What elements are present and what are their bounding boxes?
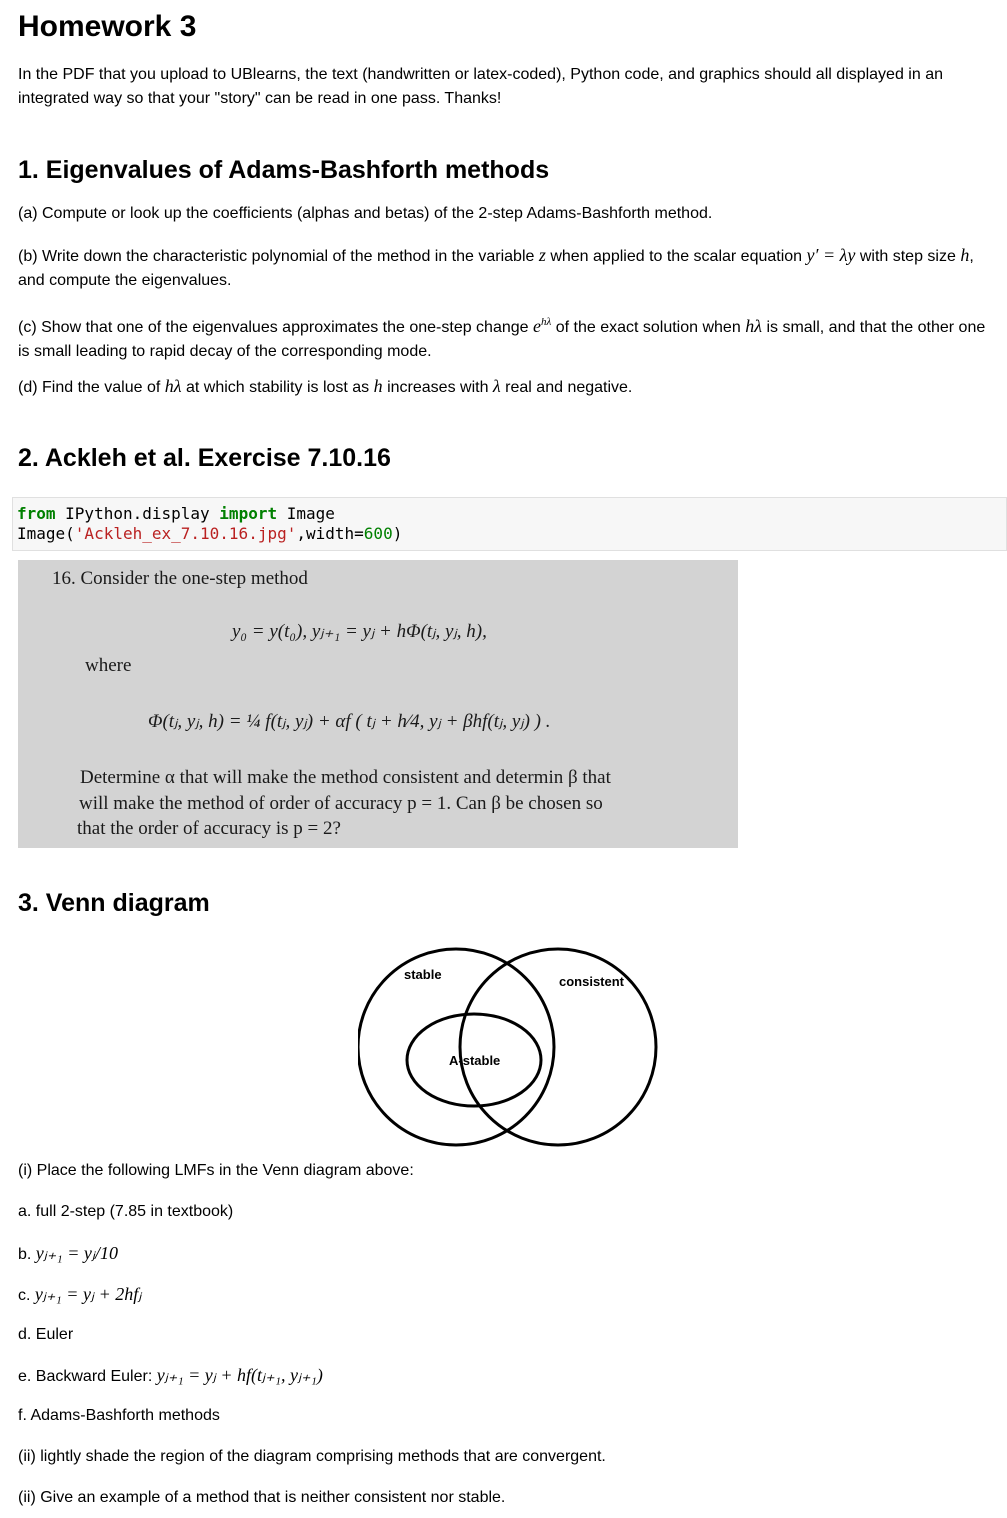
section-1-heading: 1. Eigenvalues of Adams-Bashforth methods	[18, 156, 550, 184]
code-width-number: 600	[363, 524, 393, 543]
code-keyword-from: from	[17, 504, 56, 523]
question-3ii-example: (ii) Give an example of a method that is neither consistent nor stable.	[18, 1489, 506, 1506]
section-2-heading: 2. Ackleh et al. Exercise 7.10.16	[18, 444, 391, 472]
item-a: a. full 2-step (7.85 in textbook)	[18, 1203, 234, 1220]
code-call: Image(	[17, 524, 75, 543]
photo-line-1: 16. Consider the one-step method	[52, 568, 308, 589]
q1c-exp	[533, 316, 551, 336]
code-width-kwarg: ,width=	[296, 524, 364, 543]
question-1a: (a) Compute or look up the coefficients (alphas and betas) of the 2-step Adams-Bashforth method.	[18, 205, 713, 222]
item-e-label: e. Backward Euler:	[18, 1368, 153, 1385]
question-1d	[18, 374, 993, 400]
venn-label-consistent: consistent	[559, 974, 625, 989]
question-3i: (i) Place the following LMFs in the Venn diagram above:	[18, 1162, 414, 1179]
photo-line-2: y₀ = y(t₀), yⱼ₊₁ = yⱼ + hΦ(tⱼ, yⱼ, h),	[232, 621, 487, 642]
venn-stable-circle	[358, 949, 554, 1145]
intro-text: In the PDF that you upload to UBlearns, the text (handwritten or latex-coded), Python code, and graphics should all displayed in an integrated way so that your "story" can be read in one pass. Thanks!	[18, 66, 943, 107]
q1d-text-4: real and negative.	[505, 379, 633, 396]
item-f: f. Adams-Bashforth methods	[18, 1407, 220, 1424]
item-c-equation: yⱼ₊₁ = yⱼ + 2hfⱼ	[34, 1284, 142, 1304]
item-d: d. Euler	[18, 1326, 74, 1343]
question-1b	[18, 243, 993, 293]
q1b-var-h: h	[960, 245, 970, 265]
q1c-exp-base: e	[533, 316, 541, 336]
q1c-text-1: (c) Show that one of the eigenvalues approximates the one-step change	[18, 319, 529, 336]
q1b-equation: y′ = λy	[806, 245, 856, 265]
section-3-heading: 3. Venn diagram	[18, 889, 210, 917]
venn-consistent-circle	[460, 949, 656, 1145]
photo-line-5: Determine α that will make the method consistent and determin β that	[80, 767, 611, 788]
q1d-text-1: (d) Find the value of	[18, 379, 161, 396]
item-c	[18, 1282, 993, 1308]
code-filename-string: 'Ackleh_ex_7.10.16.jpg'	[74, 524, 297, 543]
q1b-text-1: (b) Write down the characteristic polynomial of the method in the variable	[18, 248, 535, 265]
code-close-paren: )	[392, 524, 403, 543]
code-keyword-import: import	[219, 504, 278, 523]
venn-label-stable: stable	[404, 967, 442, 982]
q1b-text-4: , and compute the eigenvalues.	[18, 248, 974, 289]
code-module: IPython.display	[55, 504, 220, 523]
q1c-text-2: of the exact solution when	[555, 319, 741, 336]
photo-line-3: where	[85, 655, 132, 676]
question-3ii-shade: (ii) lightly shade the region of the diagram comprising methods that are convergent.	[18, 1448, 606, 1465]
photo-line-7: that the order of accuracy is p = 2?	[77, 818, 341, 839]
code-import-name: Image	[277, 504, 335, 523]
q1c-var-hl: hλ	[745, 316, 762, 336]
photo-line-6: will make the method of order of accuracy p = 1. Can β be chosen so	[79, 793, 603, 814]
textbook-photo	[18, 560, 738, 848]
q1d-var-lambda: λ	[492, 376, 501, 396]
question-1c	[18, 310, 993, 364]
page-title: Homework 3	[18, 10, 197, 43]
item-b	[18, 1241, 993, 1267]
q1b-var-z: z	[538, 245, 546, 265]
item-b-equation: yⱼ₊₁ = yⱼ/10	[35, 1243, 118, 1263]
item-e	[18, 1363, 993, 1389]
venn-label-astable: A-stable	[449, 1053, 501, 1068]
q1d-text-2: at which stability is lost as	[186, 379, 370, 396]
venn-diagram	[358, 944, 688, 1164]
q1d-var-hl: hλ	[164, 376, 182, 396]
q1c-text-3: is small, and that the other one is small leading to rapid decay of the corresponding mode.	[18, 319, 986, 360]
q1d-var-h: h	[373, 376, 383, 396]
q1c-exp-power: hλ	[541, 316, 552, 328]
item-b-label: b.	[18, 1246, 32, 1263]
photo-line-4: Φ(tⱼ, yⱼ, h) = ¼ f(tⱼ, yⱼ) + αf ( tⱼ + h⁄4, yⱼ + βhf(tⱼ, yⱼ) ) .	[148, 711, 551, 732]
item-e-equation: yⱼ₊₁ = yⱼ + hf(tⱼ₊₁, yⱼ₊₁)	[156, 1365, 323, 1385]
q1d-text-3: increases with	[387, 379, 489, 396]
code-cell[interactable]	[12, 497, 1007, 551]
q1b-text-3: with step size	[859, 248, 956, 265]
item-c-label: c.	[18, 1287, 31, 1304]
q1b-text-2: when applied to the scalar equation	[550, 248, 803, 265]
